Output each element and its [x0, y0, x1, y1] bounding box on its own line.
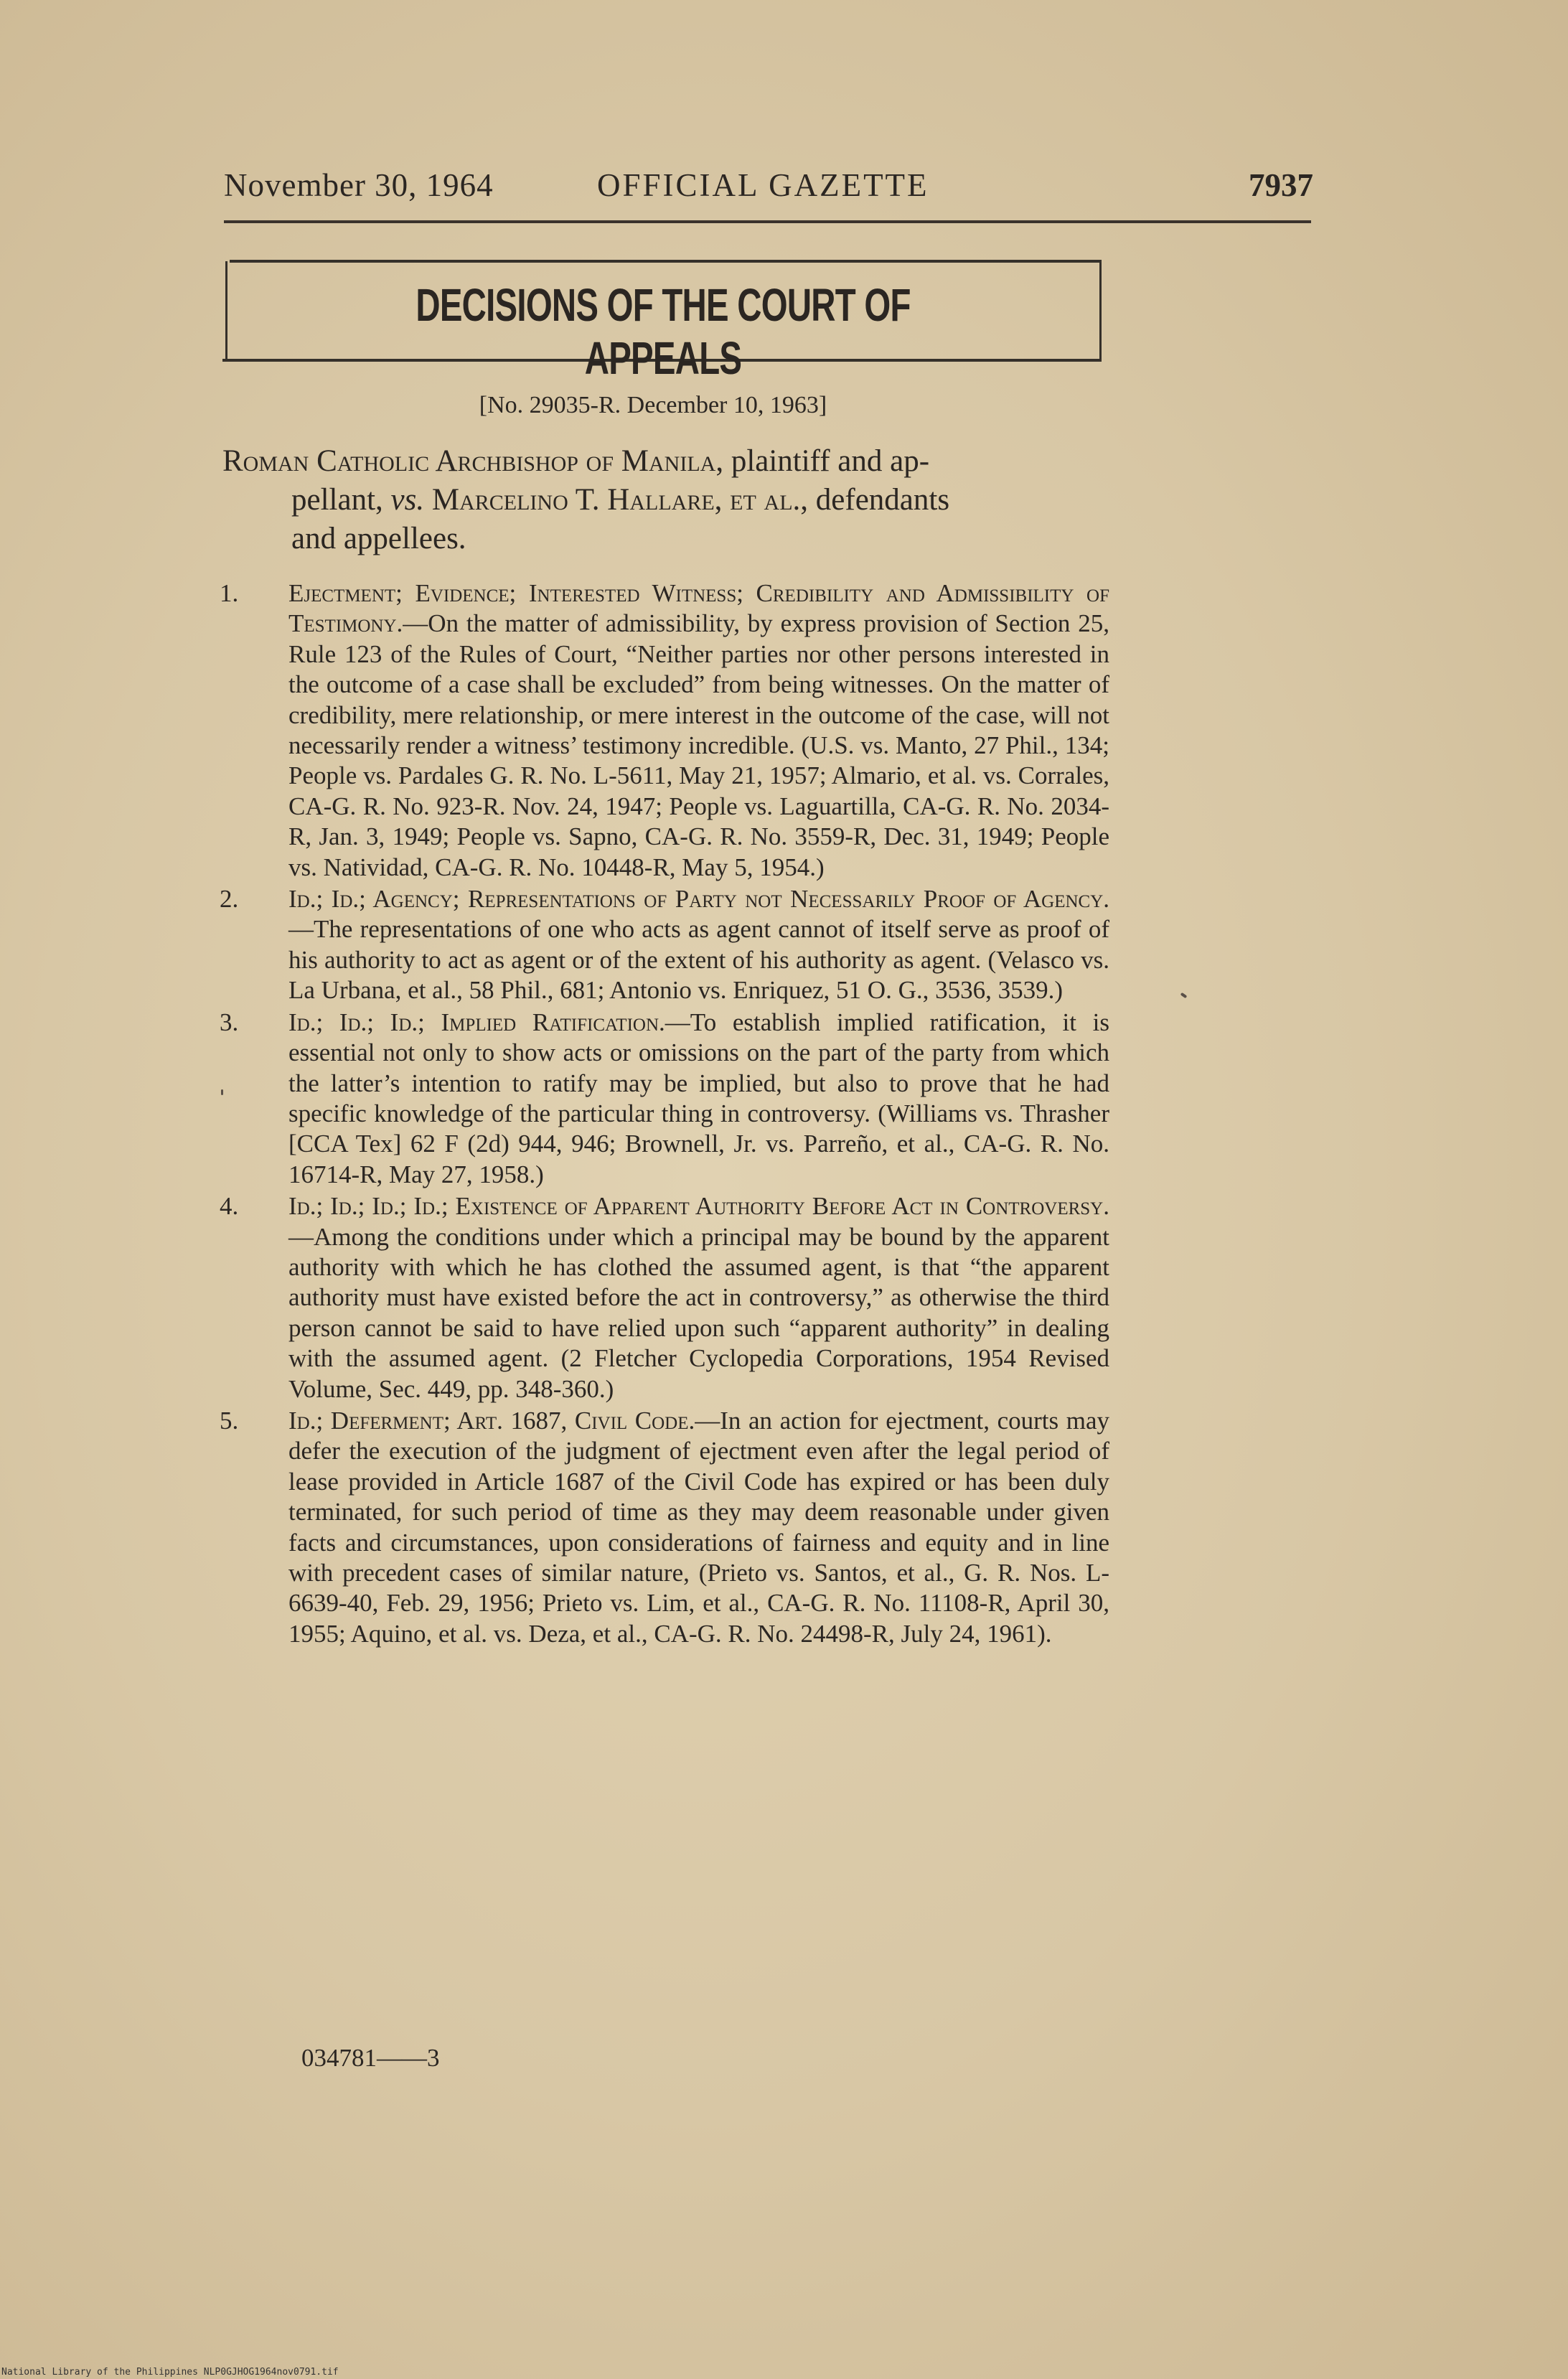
headnote-text: —In an action for ejectment, courts may defer the execution of the judgment of ejectment even after the legal period of lease provided in Article 1687 of the Civil Code has expired or has been duly terminated, for such period of time as they may deem reasonable under given facts and circumstances, upon considerations of fairness and equity and in line with precedent cases of similar nature, (Prieto vs. Santos, et al., G. R. Nos. L-6639-40, Feb. 29, 1956; Prieto vs. Lim, et al., CA-G. R. No. 11108-R, April 30, 1955; Aquino, et al. vs. Deza, et al., CA-G. R. No. 24498-R, July 24, 1961).: [288, 1406, 1109, 1648]
page-number: 7937: [1249, 167, 1313, 203]
scan-speck: [221, 1089, 223, 1095]
headnote-number: 1.: [220, 579, 239, 607]
defendant-role: , defendants: [800, 483, 950, 517]
header-rule: [224, 220, 1311, 223]
page-header: [0, 166, 1568, 210]
section-title: DECISIONS OF THE COURT OF APPEALS: [416, 279, 911, 384]
headnote-text: —To establish implied ratification, it is essential not only to show acts or omissions on the part of the party from which the latter’s intention to ratify may be implied, but also to prove that he had specific knowledge of the particular thing in controversy. (Williams vs. Thrasher [CCA Tex] 62 F (2d) 944, 946; Brownell, Jr. vs. Parreño, et al., CA-G. R. No. 16714-R, May 27, 1958.): [288, 1008, 1109, 1188]
scan-speck: [1180, 993, 1188, 998]
headnote-2: [220, 884, 1109, 1006]
headnote-title: Ejectment; Evidence; Interested Witness; Credibility and Admissibility of Testimony.: [288, 579, 1109, 638]
plaintiff-role: , plaintiff and ap-: [715, 444, 930, 478]
printing-code: 034781——3: [301, 2044, 440, 2072]
headnote-title: Id.; Id.; Agency; Representations of Party not Necessarily Proof of Agency.: [288, 885, 1109, 914]
title-box-top: [230, 260, 1102, 263]
headnote-number: 4.: [220, 1192, 239, 1221]
headnote-4: [220, 1191, 1109, 1404]
header-publication: OFFICIAL GAZETTE: [597, 167, 929, 203]
scan-source-label: National Library of the Philippines NLP0GJHOG1964nov0791.tif: [1, 2367, 339, 2378]
headnote-5: [220, 1406, 1109, 1649]
headnote-number: 5.: [220, 1406, 239, 1435]
headnote-1: [220, 578, 1109, 883]
headnote-3: [220, 1008, 1109, 1190]
headnote-text: —Among the conditions under which a principal may be bound by the apparent authority with which he has clothed the assumed agent, is that “the apparent authority must have existed before the act in controversy,” as otherwise the third person cannot be said to have relied upon such “apparent authority” in dealing with the assumed agent. (2 Fletcher Cyclopedia Corporations, 1954 Revised Volume, Sec. 449, pp. 348-360.): [288, 1222, 1109, 1403]
plaintiff-name: Roman Catholic Archbishop of Manila: [222, 444, 716, 478]
headnote-text: —The representations of one who acts as agent cannot of itself serve as proof of his authority to act as agent or of the extent of his authority as agent. (Velasco vs. La Urbana, et al., 58 Phil., 681; Antonio vs. Enriquez, 51 O. G., 3536, 3539.): [288, 915, 1109, 1005]
title-box-left: [225, 261, 227, 362]
headnote-title: Id.; Id.; Id.; Id.; Existence of Apparent Authority Before Act in Controversy.: [288, 1192, 1109, 1221]
parties-line3: and appellees.: [291, 522, 466, 555]
docket-number: [No. 29035-R. December 10, 1963]: [479, 392, 827, 418]
headnote-number: 3.: [220, 1008, 239, 1036]
headnote-title: Id.; Deferment; Art. 1687, Civil Code.: [288, 1406, 695, 1435]
versus: vs.: [390, 483, 425, 517]
case-parties: [222, 442, 1112, 558]
title-box-right: [1099, 261, 1102, 362]
headnote-title: Id.; Id.; Id.; Implied Ratification.: [288, 1008, 665, 1036]
defendant-name: Marcelino T. Hallare, et al.: [431, 483, 801, 517]
header-date: November 30, 1964: [224, 167, 494, 203]
parties-line2-start: pellant,: [291, 483, 391, 517]
headnotes: [220, 578, 1109, 1649]
headnote-text: —On the matter of admissibility, by express provision of Section 25, Rule 123 of the Rules of Court, “Neither parties nor other persons interested in the outcome of a case shall be excluded” from being witnesses. On the matter of credibility, mere relationship, or mere interest in the outcome of the case, will not necessarily render a witness’ testimony incredible. (U.S. vs. Manto, 27 Phil., 134; People vs. Pardales G. R. No. L-5611, May 21, 1957; Almario, et al. vs. Corrales, CA-G. R. No. 923-R. Nov. 24, 1947; People vs. Laguartilla, CA-G. R. No. 2034-R, Jan. 3, 1949; People vs. Sapno, CA-G. R. No. 3559-R, Dec. 31, 1949; People vs. Natividad, CA-G. R. No. 10448-R, May 5, 1954.): [288, 609, 1109, 881]
headnote-number: 2.: [220, 885, 239, 914]
